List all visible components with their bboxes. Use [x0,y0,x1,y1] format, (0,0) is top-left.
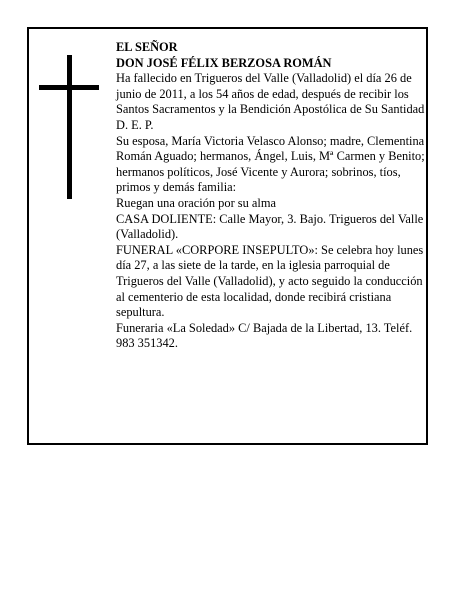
obituary-text [116,40,426,352]
cross-icon [39,55,99,199]
deceased-name: DON JOSÉ FÉLIX BERZOSA ROMÁN [116,55,332,70]
title-line-1: EL SEÑOR [116,40,178,54]
obituary-notice [27,27,428,445]
cross-vertical-bar [67,55,72,199]
funeraria-info: Funeraria «La Soledad» C/ Bajada de la Libertad, 13. Teléf. 983 351342. [116,320,413,351]
dep-abbreviation: D. E. P. [116,117,154,132]
funeral-details: FUNERAL «CORPORE INSEPULTO»: Se celebra hoy lunes día 27, a las siete de la tarde, en la iglesia parroquial de Trigueros del Valle (Valladolid), y acto seguido la conducción al cementerio de esta localidad, donde recibirá cristiana sepultura. [116,242,424,320]
casa-doliente: CASA DOLIENTE: Calle Mayor, 3. Bajo. Trigueros del Valle (Valladolid). [116,211,424,242]
family-list: Su esposa, María Victoria Velasco Alonso; madre, Clementina Román Aguado; hermanos, Ángel, Luis, Mª Carmen y Benito; hermanos políticos, José Vicente y Aurora; sobrinos, tíos, primos y demás familia: [116,133,425,195]
cross-horizontal-bar [39,85,99,90]
prayer-request: Ruegan una oración por su alma [116,195,276,210]
death-announcement: Ha fallecido en Trigueros del Valle (Valladolid) el día 26 de junio de 2011, a los 54 años de edad, después de recibir los Santos Sacramentos y la Bendición Apostólica de Su Santidad [116,71,425,117]
